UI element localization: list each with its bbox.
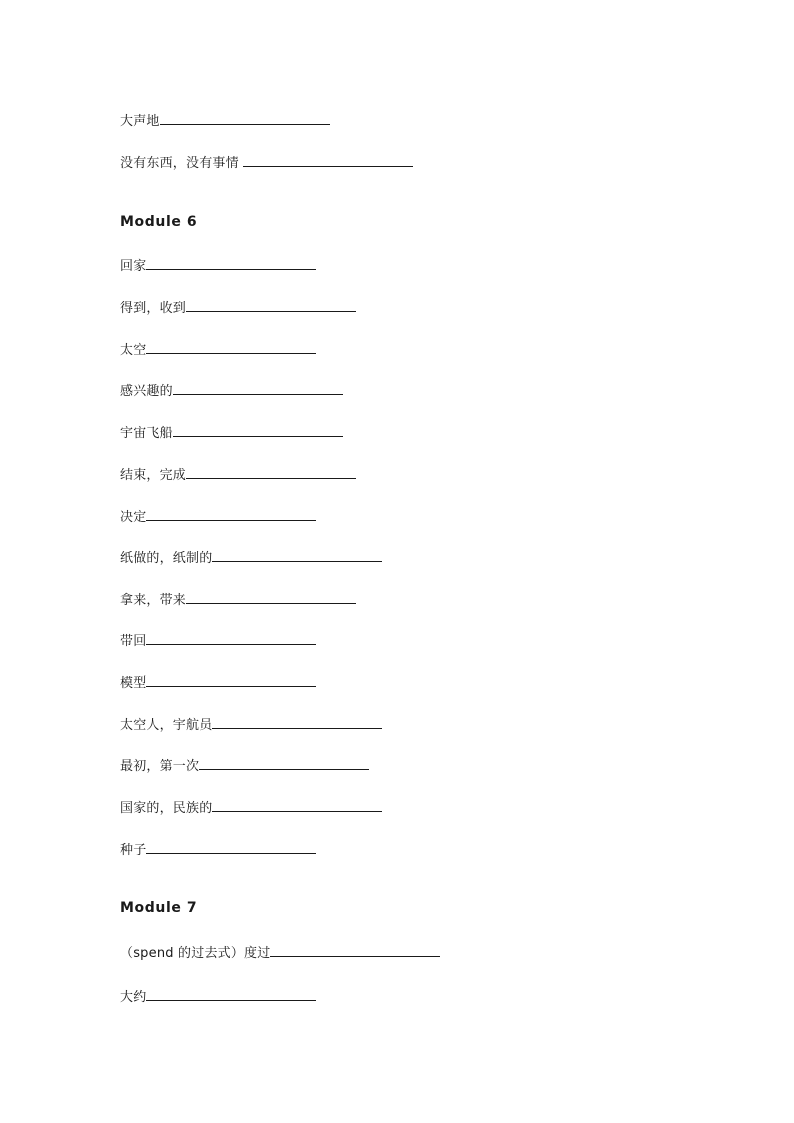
list-item [120,799,382,817]
answer-blank[interactable] [212,799,382,812]
item-label: 拿来，带来 [120,593,187,608]
item-label: 结束，完成 [120,468,187,483]
answer-blank[interactable] [146,841,316,854]
item-label: 纸做的，纸制的 [120,551,213,566]
list-item [120,716,382,734]
list-item [120,841,316,859]
answer-blank[interactable] [146,341,316,354]
list-item [120,674,316,692]
answer-blank[interactable] [146,632,316,645]
item-label: 大约 [120,990,147,1005]
item-label: 得到，收到 [120,301,187,316]
list-item [120,341,316,359]
item-label: 国家的，民族的 [120,801,213,816]
section-heading-module-6: Module 6 [120,214,198,230]
item-label: 最初，第一次 [120,759,200,774]
item-label: （spend 的过去式）度过 [120,946,271,961]
list-item [120,988,316,1006]
item-label: 种子 [120,843,147,858]
answer-blank[interactable] [146,257,316,270]
list-item [120,549,382,567]
list-item [120,757,369,775]
answer-blank[interactable] [146,988,316,1001]
answer-blank[interactable] [186,591,356,604]
answer-blank[interactable] [212,549,382,562]
answer-blank[interactable] [160,112,330,125]
list-item [120,508,316,526]
list-item [120,632,316,650]
item-label: 决定 [120,510,147,525]
list-item [120,424,343,442]
list-item [120,944,440,962]
answer-blank[interactable] [270,944,440,957]
list-item [120,154,413,172]
item-label: 模型 [120,676,147,691]
answer-blank[interactable] [186,466,356,479]
list-item [120,299,356,317]
item-label: 宇宙飞船 [120,426,173,441]
answer-blank[interactable] [146,674,316,687]
item-label: 太空 [120,343,147,358]
answer-blank[interactable] [173,382,343,395]
list-item [120,257,316,275]
item-label: 太空人，宇航员 [120,718,213,733]
answer-blank[interactable] [146,508,316,521]
answer-blank[interactable] [173,424,343,437]
section-heading-module-7: Module 7 [120,900,198,916]
list-item [120,112,330,130]
answer-blank[interactable] [186,299,356,312]
list-item [120,591,356,609]
answer-blank[interactable] [243,154,413,167]
item-label: 感兴趣的 [120,384,173,399]
answer-blank[interactable] [199,757,369,770]
item-label: 大声地 [120,114,160,129]
item-label: 回家 [120,259,147,274]
item-label: 带回 [120,634,147,649]
list-item [120,382,343,400]
answer-blank[interactable] [212,716,382,729]
item-label: 没有东西，没有事情 [120,156,244,171]
list-item [120,466,356,484]
